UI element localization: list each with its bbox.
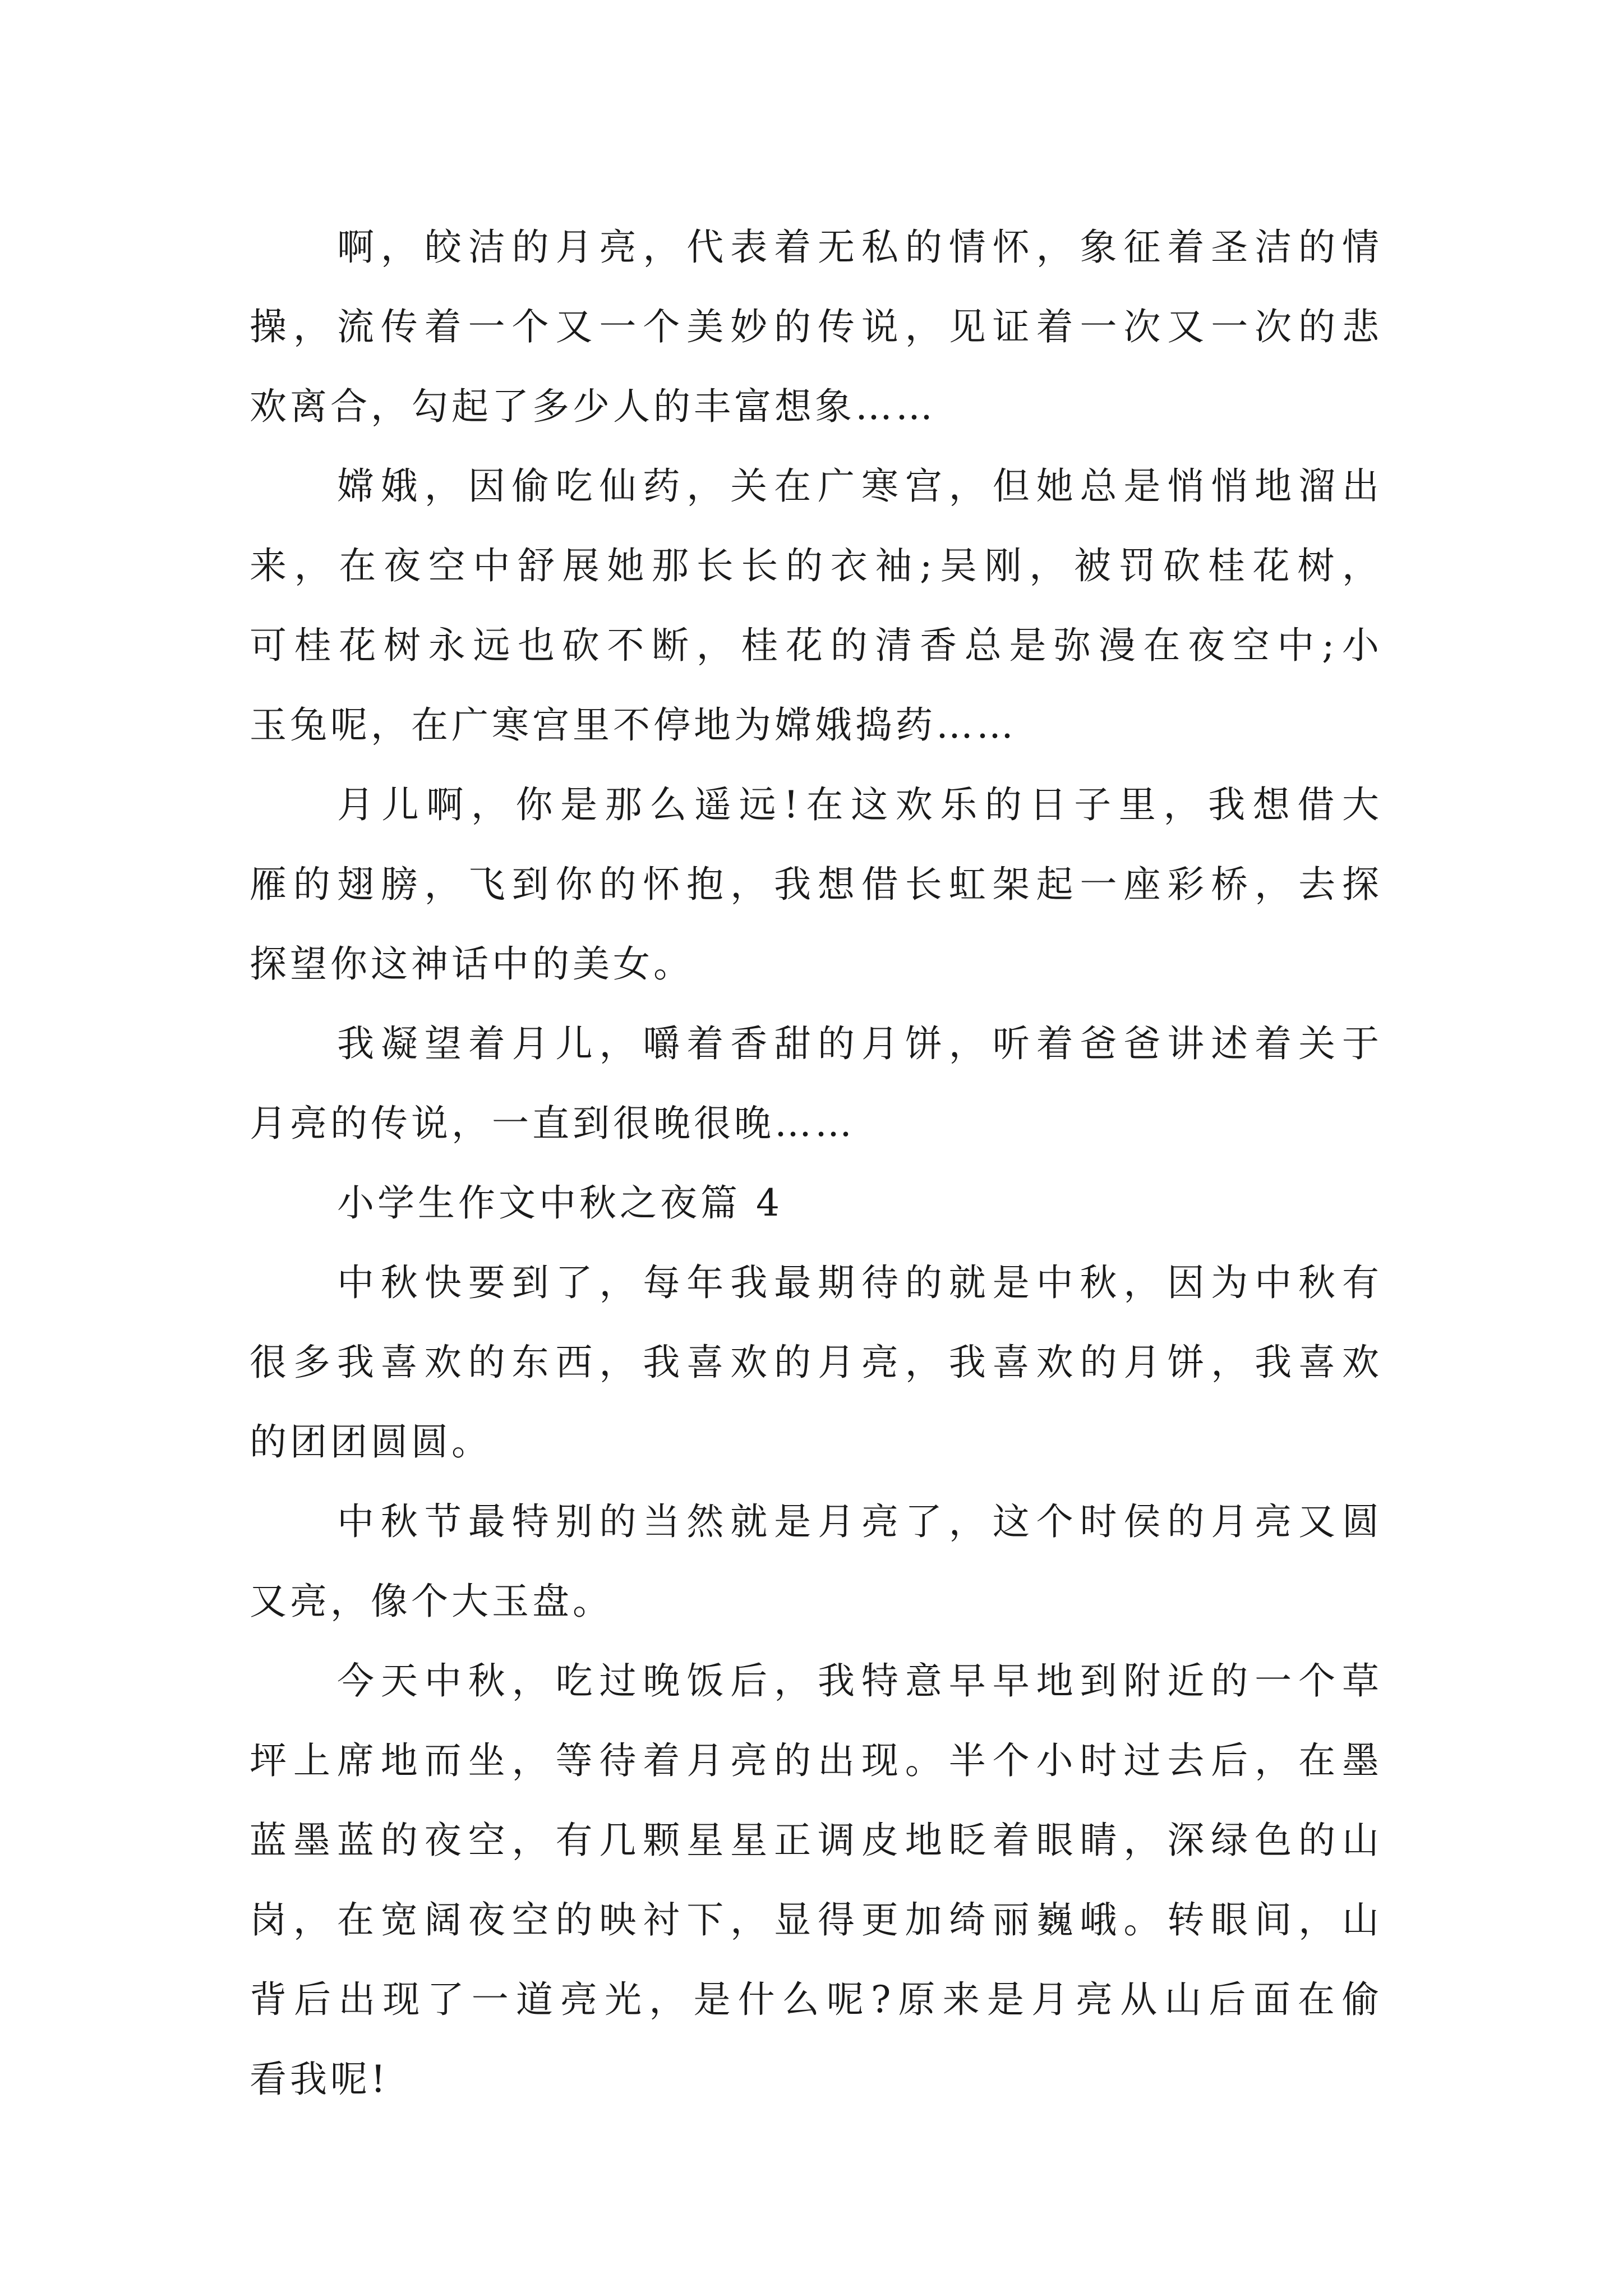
text-line: 坪上席地而坐，等待着月亮的出现。半个小时过去后，在墨 [250, 1739, 1382, 1782]
text-line: 的团团圆圆。 [250, 1420, 492, 1464]
body-paragraph [250, 208, 1382, 447]
body-paragraph [250, 1641, 1382, 2119]
text-line: 中秋节最特别的当然就是月亮了，这个时侯的月亮又圆 [337, 1500, 1382, 1543]
text-line: 看我呢! [250, 2058, 389, 2101]
document-body [250, 208, 1382, 2119]
text-line: 小学生作文中秋之夜篇 4 [337, 1181, 783, 1225]
text-line: 玉兔呢，在广寒宫里不停地为嫦娥捣药…… [250, 703, 1017, 747]
text-line: 我凝望着月儿，嚼着香甜的月饼，听着爸爸讲述着关于 [337, 1022, 1382, 1065]
text-line: 欢离合，勾起了多少人的丰富想象…… [250, 385, 936, 428]
text-line: 嫦娥，因偷吃仙药，关在广寒宫，但她总是悄悄地溜出 [337, 464, 1382, 508]
text-line: 中秋快要到了，每年我最期待的就是中秋，因为中秋有 [337, 1261, 1382, 1304]
text-line: 又亮，像个大玉盘。 [250, 1580, 613, 1623]
body-paragraph [250, 1482, 1382, 1641]
body-paragraph [250, 1004, 1382, 1163]
body-paragraph [250, 447, 1382, 765]
text-line: 可桂花树永远也砍不断，桂花的清香总是弥漫在夜空中;小 [250, 624, 1382, 667]
text-line: 今天中秋，吃过晚饭后，我特意早早地到附近的一个草 [337, 1659, 1382, 1703]
text-line: 月儿啊，你是那么遥远!在这欢乐的日子里，我想借大 [337, 783, 1382, 826]
text-line: 蓝墨蓝的夜空，有几颗星星正调皮地眨着眼睛，深绿色的山 [250, 1819, 1382, 1862]
section-heading [250, 1163, 1382, 1243]
text-line: 啊，皎洁的月亮，代表着无私的情怀，象征着圣洁的情 [337, 226, 1382, 269]
text-line: 操，流传着一个又一个美妙的传说，见证着一次又一次的悲 [250, 305, 1382, 348]
text-line: 背后出现了一道亮光，是什么呢?原来是月亮从山后面在偷 [250, 1978, 1382, 2021]
text-line: 月亮的传说，一直到很晚很晚…… [250, 1102, 855, 1145]
text-line: 雁的翅膀，飞到你的怀抱，我想借长虹架起一座彩桥，去探 [250, 863, 1382, 906]
text-line: 探望你这神话中的美女。 [250, 942, 694, 986]
body-paragraph [250, 765, 1382, 1004]
text-line: 来，在夜空中舒展她那长长的衣袖;吴刚，被罚砍桂花树， [250, 544, 1382, 587]
text-line: 很多我喜欢的东西，我喜欢的月亮，我喜欢的月饼，我喜欢 [250, 1341, 1382, 1384]
text-line: 岗，在宽阔夜空的映衬下，显得更加绮丽巍峨。转眼间，山 [250, 1898, 1382, 1941]
body-paragraph [250, 1243, 1382, 1482]
